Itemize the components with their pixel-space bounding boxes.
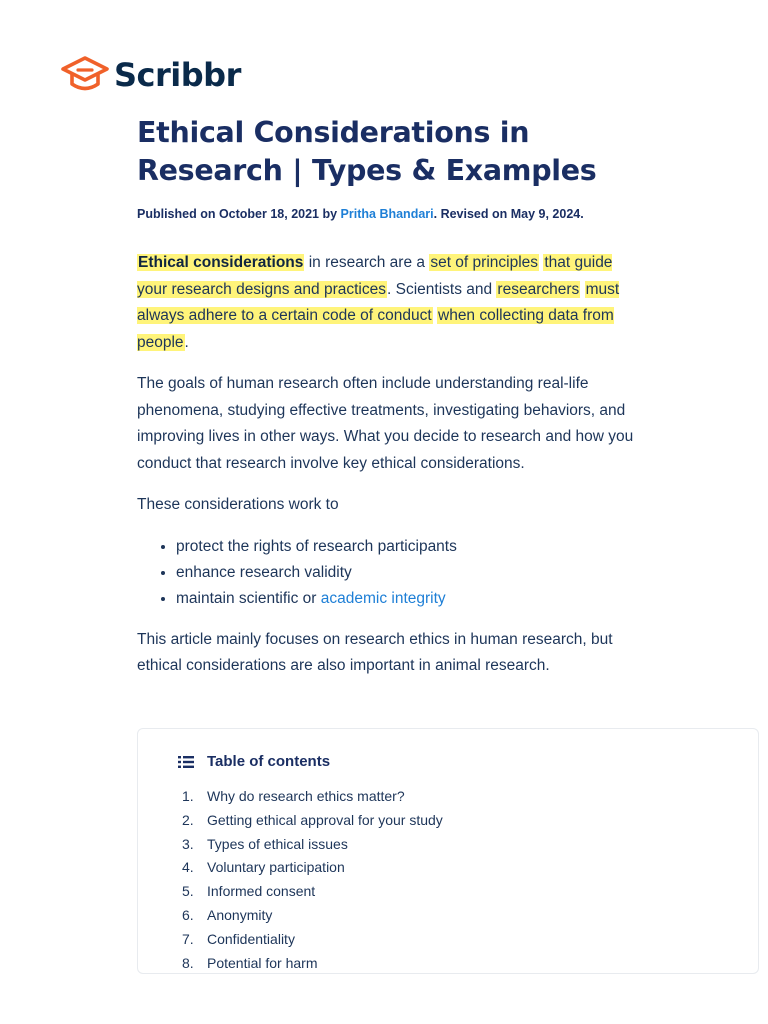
toc-item-3[interactable] — [182, 833, 443, 857]
toc-list — [182, 785, 443, 974]
intro-text-3: . Scientists and — [387, 280, 497, 298]
toc-item-7[interactable] — [182, 928, 443, 952]
considerations-list — [137, 534, 637, 612]
toc-number: 5. — [182, 883, 194, 900]
intro-text-6: . — [184, 333, 189, 351]
title-line-2: Research | Types & Examples — [137, 154, 597, 187]
highlight-2: that guide your research designs and practices — [137, 254, 613, 298]
toc-label: Getting ethical approval for your study — [207, 811, 443, 828]
list-item: • enhance research validity — [176, 560, 637, 586]
toc-label: Anonymity — [207, 906, 273, 923]
academic-integrity-link[interactable]: academic integrity — [320, 589, 446, 607]
revised-date: . Revised on May 9, 2024. — [433, 207, 584, 221]
toc-label: Confidentiality — [207, 930, 295, 947]
toc-number: 1. — [182, 788, 194, 804]
toc-label: Types of ethical issues — [207, 835, 348, 852]
toc-number: 7. — [182, 930, 194, 947]
title-line-1: Ethical Considerations in — [137, 116, 530, 149]
goals-paragraph: The goals of human research often include understanding real-life phenomena, studying effective treatments, investigating behaviors, and improving lives in other ways. What you decide to research and how you conduct that research involve key ethical considerations. — [137, 375, 634, 472]
page-title — [137, 114, 637, 190]
toc-label: Potential for harm — [207, 954, 318, 971]
list-item — [176, 586, 637, 612]
toc-number: 8. — [182, 954, 194, 971]
toc-number: 6. — [182, 906, 194, 923]
toc-label: Voluntary participation — [207, 859, 345, 876]
toc-item-4[interactable] — [182, 856, 443, 880]
published-date: Published on October 18, 2021 by — [137, 207, 341, 221]
list-item: • protect the rights of research participants — [176, 534, 637, 560]
highlight-3: researchers — [497, 280, 580, 298]
toc-number: 3. — [182, 835, 194, 852]
highlight-4: must always adhere to a certain code of conduct — [137, 280, 620, 324]
toc-label: Why do research ethics matter? — [207, 788, 405, 804]
list-item-text: maintain scientific or — [176, 589, 321, 607]
article-meta — [137, 207, 637, 221]
intro-paragraph — [137, 250, 637, 356]
toc-label: Informed consent — [207, 883, 316, 900]
article — [137, 114, 637, 680]
toc-title: Table of contents — [207, 753, 331, 770]
toc-header — [178, 753, 330, 770]
key-term: Ethical considerations — [138, 254, 304, 271]
highlight-5: when collecting data from people — [137, 307, 614, 351]
highlight-1: set of principles — [430, 254, 539, 271]
brand-name: Scribbr — [114, 56, 241, 94]
toc-item-5[interactable] — [182, 880, 443, 904]
scribbr-logo[interactable] — [60, 55, 241, 95]
considerations-paragraph: These considerations work to — [137, 496, 339, 513]
toc-item-1[interactable] — [182, 785, 443, 809]
toc-item-8[interactable] — [182, 952, 443, 974]
graduation-cap-icon — [60, 55, 110, 95]
toc-number: 2. — [182, 811, 194, 828]
list-icon — [178, 755, 194, 769]
toc-number: 4. — [182, 859, 194, 876]
toc-item-6[interactable] — [182, 904, 443, 928]
toc-item-2[interactable] — [182, 809, 443, 833]
author-link[interactable]: Pritha Bhandari — [340, 207, 434, 221]
intro-text-4 — [580, 281, 584, 298]
intro-text-1: in research are a — [304, 254, 430, 271]
table-of-contents — [137, 728, 759, 974]
focus-paragraph: This article mainly focuses on research ethics in human research, but ethical considerations are also important in animal research. — [137, 630, 613, 674]
